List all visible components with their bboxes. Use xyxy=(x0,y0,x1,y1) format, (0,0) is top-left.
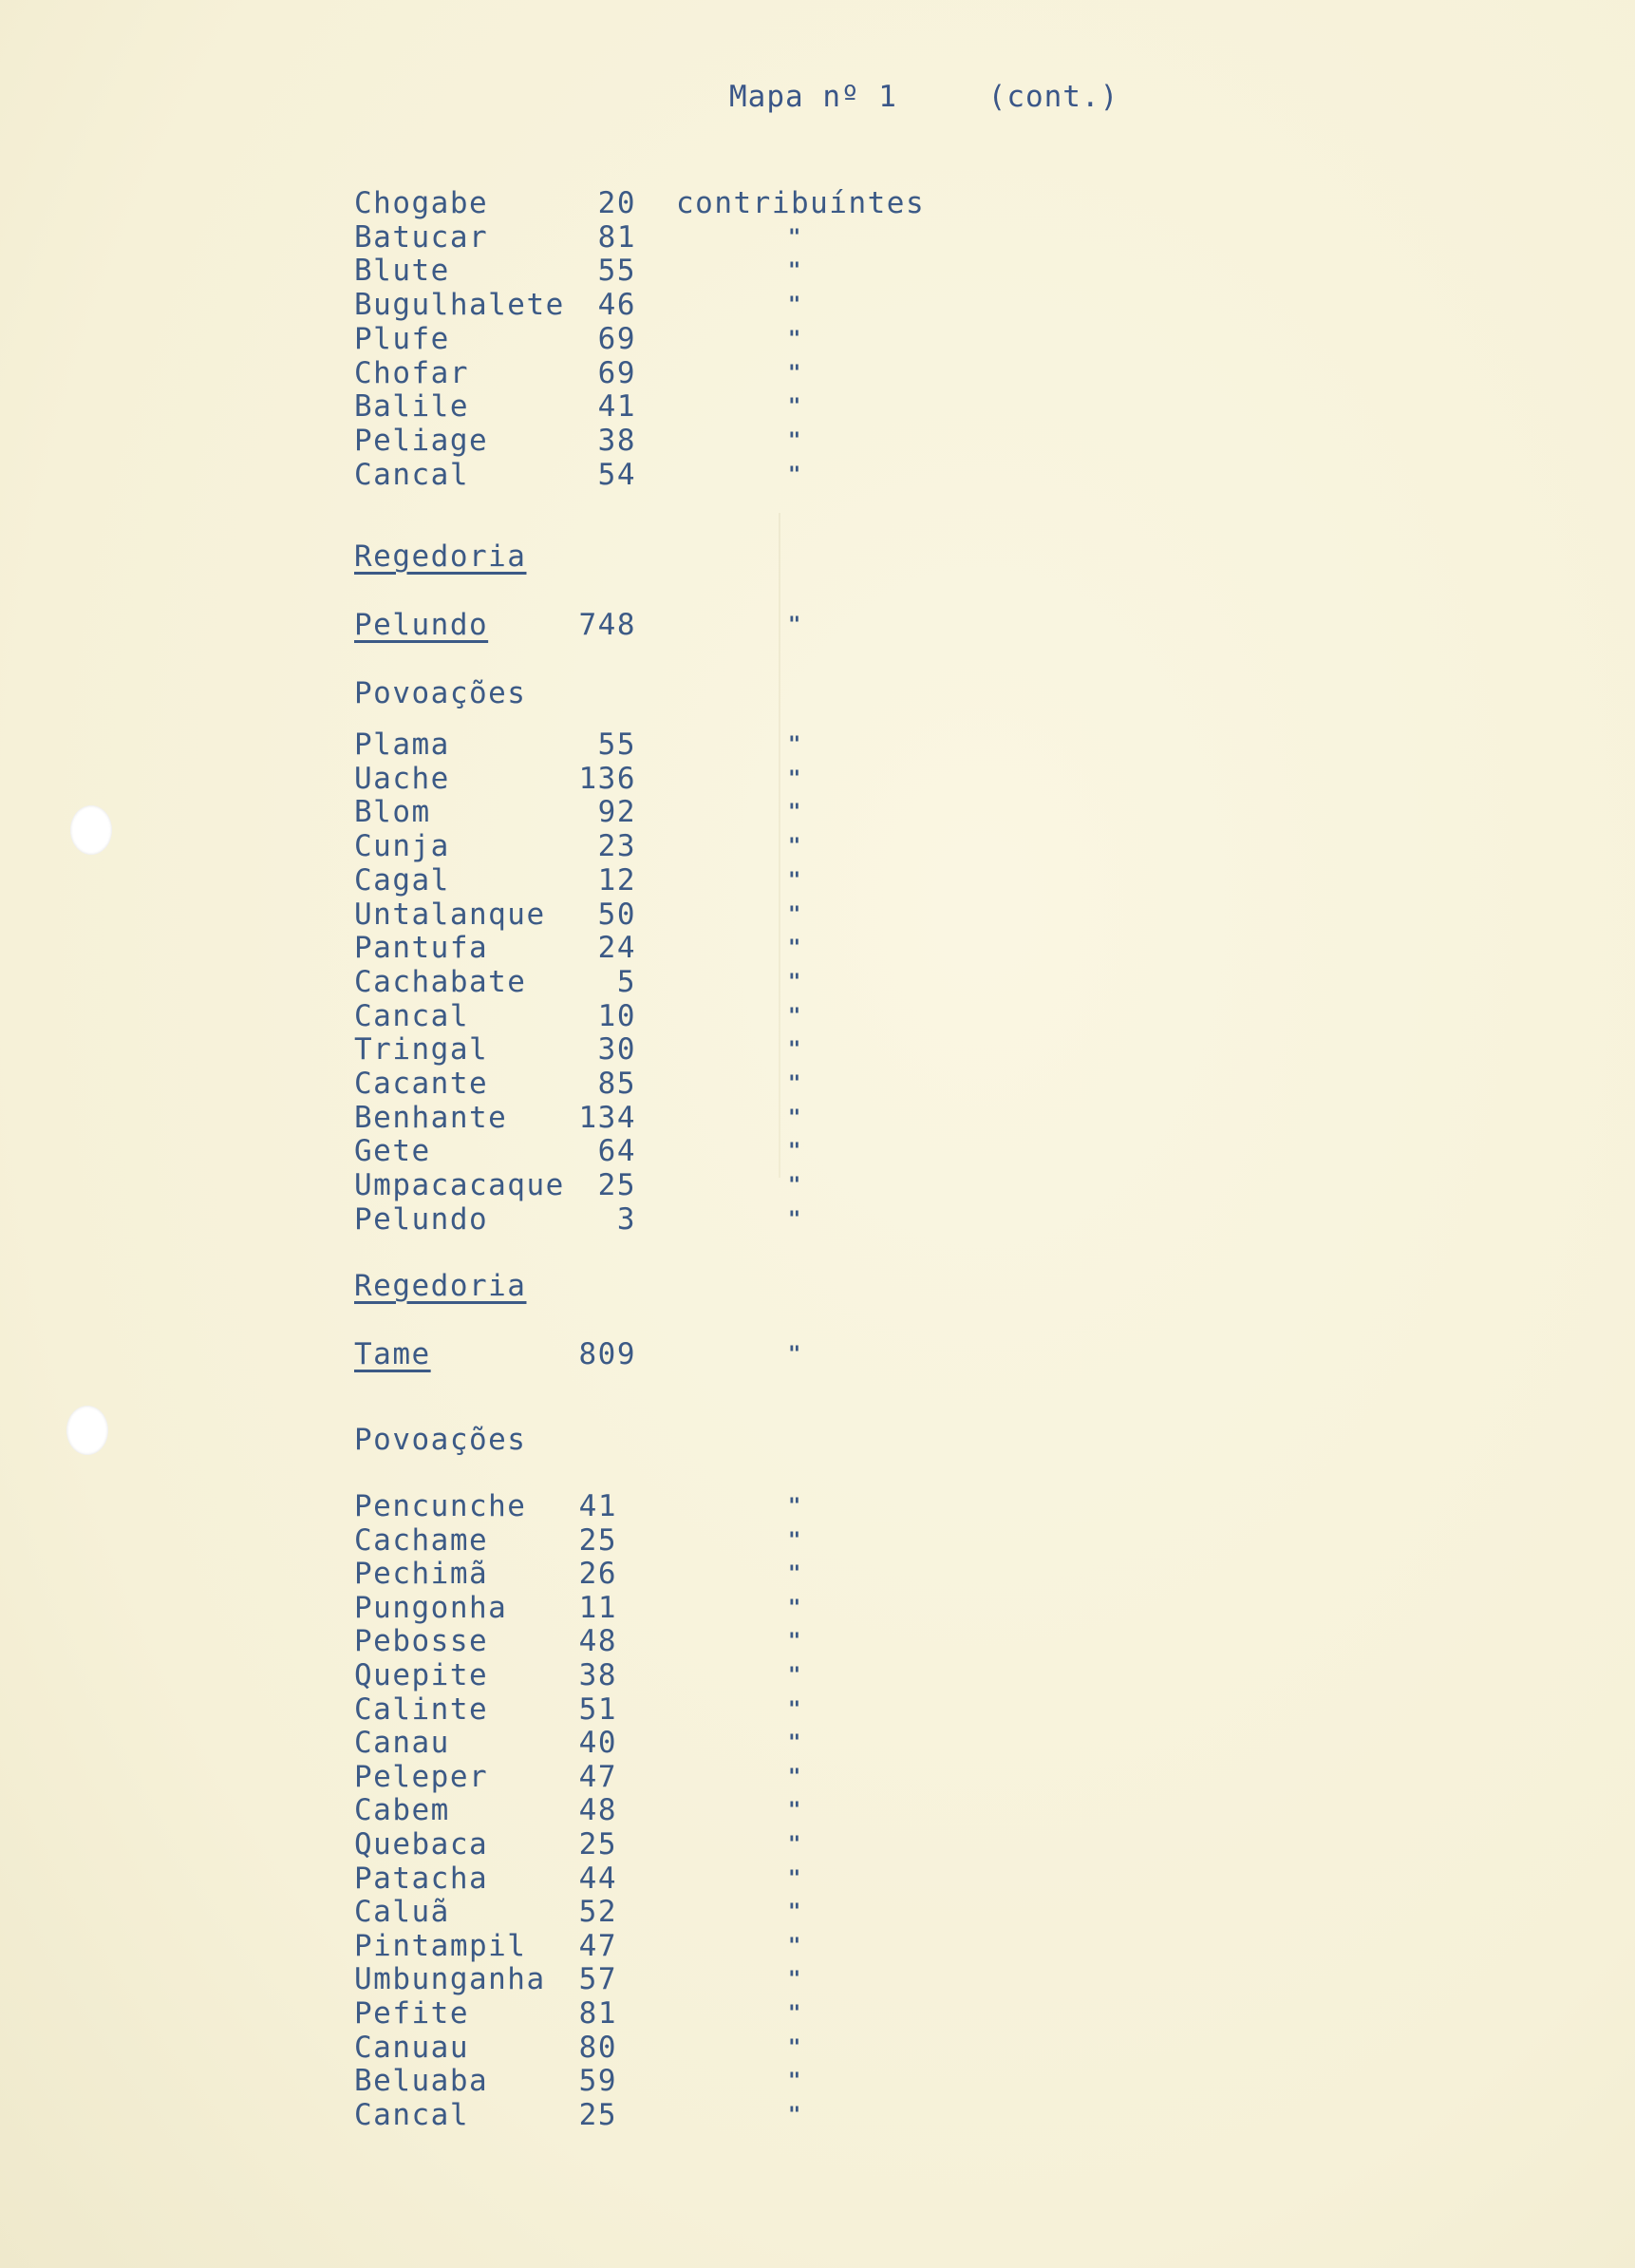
ditto-mark: " xyxy=(788,293,802,317)
ditto-mark: " xyxy=(788,2002,802,2026)
place-name: Peliage xyxy=(354,424,489,458)
contributor-count: 50 xyxy=(597,898,636,932)
contributor-count: 55 xyxy=(597,254,636,288)
povoacoes-heading: Povoações xyxy=(354,1423,527,1457)
regedoria-heading: Regedoria xyxy=(354,539,527,574)
place-name: Calinte xyxy=(354,1692,489,1727)
ditto-mark: " xyxy=(788,1731,802,1755)
contributor-count: 3 xyxy=(616,1202,636,1237)
ditto-mark: " xyxy=(788,1935,802,1958)
contributor-count: 41 xyxy=(578,1489,617,1523)
place-name: Patacha xyxy=(354,1862,489,1896)
contributor-count: 23 xyxy=(597,829,636,863)
ditto-mark: " xyxy=(788,733,802,757)
povoacoes-heading: Povoações xyxy=(354,676,527,710)
contributor-count: 48 xyxy=(578,1624,617,1658)
punch-hole xyxy=(70,805,112,855)
contributor-count: 48 xyxy=(578,1793,617,1827)
ditto-mark: " xyxy=(788,1495,802,1519)
ditto-mark: " xyxy=(788,869,802,893)
place-name: Cancal xyxy=(354,2098,469,2132)
ditto-mark: " xyxy=(788,429,802,453)
place-name: Cancal xyxy=(354,458,469,492)
contributor-count: 92 xyxy=(597,795,636,829)
regedoria-total: 809 xyxy=(578,1337,636,1371)
contributor-count: 38 xyxy=(578,1658,617,1692)
ditto-mark: " xyxy=(788,801,802,824)
place-name: Pungonha xyxy=(354,1591,508,1625)
ditto-mark: " xyxy=(788,835,802,859)
ditto-mark: " xyxy=(788,1562,802,1586)
place-name: Uache xyxy=(354,762,450,796)
place-name: Pefite xyxy=(354,1996,469,2031)
contributor-count: 24 xyxy=(597,931,636,965)
ditto-mark: " xyxy=(788,1766,802,1789)
ditto-mark: " xyxy=(788,395,802,419)
place-name: Quebaca xyxy=(354,1827,489,1862)
contributor-count: 136 xyxy=(578,762,636,796)
contributor-count: 12 xyxy=(597,863,636,898)
ditto-mark: " xyxy=(788,1698,802,1722)
contributor-count: 25 xyxy=(578,1523,617,1558)
place-name: Gete xyxy=(354,1134,431,1168)
place-name: Pencunche xyxy=(354,1489,527,1523)
contributor-count: 46 xyxy=(597,288,636,322)
ditto-mark: " xyxy=(788,2104,802,2127)
place-name: Bugulhalete xyxy=(354,288,565,322)
place-name: Cancal xyxy=(354,999,469,1033)
ditto-mark: " xyxy=(788,1664,802,1688)
regedoria-heading: Regedoria xyxy=(354,1269,527,1303)
contributor-count: 54 xyxy=(597,458,636,492)
contributor-count: 81 xyxy=(578,1996,617,2031)
ditto-mark: " xyxy=(788,226,802,250)
ditto-mark: " xyxy=(788,1833,802,1857)
contributor-count: 59 xyxy=(578,2064,617,2098)
contributor-count: 38 xyxy=(597,424,636,458)
contributor-count: 25 xyxy=(578,1827,617,1862)
place-name: Batucar xyxy=(354,220,489,255)
contributor-count: 81 xyxy=(597,220,636,255)
place-name: Benhante xyxy=(354,1101,508,1135)
ditto-mark: " xyxy=(788,362,802,386)
ditto-mark: " xyxy=(788,1867,802,1891)
contributor-count: 20 xyxy=(597,186,636,220)
place-name: Cagal xyxy=(354,863,450,898)
place-name: Plufe xyxy=(354,322,450,356)
contributor-count: 47 xyxy=(578,1929,617,1963)
ditto-mark: " xyxy=(788,1597,802,1620)
ditto-mark: " xyxy=(788,1900,802,1924)
continuation-note: (cont.) xyxy=(987,80,1119,114)
place-name: Balile xyxy=(354,389,469,424)
ditto-mark: " xyxy=(788,767,802,791)
contributor-count: 10 xyxy=(597,999,636,1033)
ditto-mark: " xyxy=(788,2036,802,2060)
place-name: Beluaba xyxy=(354,2064,489,2098)
contributor-count: 69 xyxy=(597,322,636,356)
ditto-mark: " xyxy=(788,971,802,994)
place-name: Untalanque xyxy=(354,898,546,932)
contributor-count: 64 xyxy=(597,1134,636,1168)
place-name: Umbunganha xyxy=(354,1962,546,1996)
ditto-mark: " xyxy=(788,614,802,637)
place-name: Canuau xyxy=(354,2031,469,2065)
place-name: Pebosse xyxy=(354,1624,489,1658)
ditto-mark: " xyxy=(788,1038,802,1062)
place-name: Pechimã xyxy=(354,1557,489,1591)
contributor-count: 80 xyxy=(578,2031,617,2065)
ditto-mark: " xyxy=(788,1174,802,1198)
ditto-mark: " xyxy=(788,1799,802,1823)
ditto-mark: " xyxy=(788,1343,802,1367)
ditto-mark: " xyxy=(788,903,802,927)
contributor-count: 11 xyxy=(578,1591,617,1625)
ditto-mark: " xyxy=(788,463,802,487)
contributor-count: 5 xyxy=(616,965,636,999)
place-name: Plama xyxy=(354,728,450,762)
regedoria-name: Tame xyxy=(354,1337,431,1371)
contributor-count: 25 xyxy=(578,2098,617,2132)
ditto-mark: " xyxy=(788,1968,802,1992)
contributor-count: 41 xyxy=(597,389,636,424)
contributor-count: 52 xyxy=(578,1895,617,1929)
place-name: Cacante xyxy=(354,1067,489,1101)
contributor-count: 85 xyxy=(597,1067,636,1101)
regedoria-total: 748 xyxy=(578,608,636,642)
place-name: Cachame xyxy=(354,1523,489,1558)
paper-fold-line xyxy=(779,513,780,1178)
place-name: Cabem xyxy=(354,1793,450,1827)
place-name: Umpacacaque xyxy=(354,1168,565,1202)
map-title: Mapa nº 1 xyxy=(729,80,897,114)
contributor-count: 40 xyxy=(578,1726,617,1760)
place-name: Cunja xyxy=(354,829,450,863)
contributor-count: 51 xyxy=(578,1692,617,1727)
unit-label: contribuíntes xyxy=(676,186,926,220)
contributor-count: 25 xyxy=(597,1168,636,1202)
regedoria-name: Pelundo xyxy=(354,608,489,642)
place-name: Pintampil xyxy=(354,1929,527,1963)
ditto-mark: " xyxy=(788,1106,802,1130)
place-name: Pantufa xyxy=(354,931,489,965)
contributor-count: 30 xyxy=(597,1032,636,1067)
contributor-count: 44 xyxy=(578,1862,617,1896)
ditto-mark: " xyxy=(788,1529,802,1553)
place-name: Blute xyxy=(354,254,450,288)
ditto-mark: " xyxy=(788,936,802,960)
ditto-mark: " xyxy=(788,1072,802,1096)
place-name: Cachabate xyxy=(354,965,527,999)
place-name: Peleper xyxy=(354,1760,489,1794)
page-header xyxy=(729,80,1118,114)
place-name: Tringal xyxy=(354,1032,489,1067)
ditto-mark: " xyxy=(788,1208,802,1232)
punch-hole xyxy=(66,1406,108,1455)
ditto-mark: " xyxy=(788,1630,802,1654)
ditto-mark: " xyxy=(788,259,802,283)
place-name: Canau xyxy=(354,1726,450,1760)
place-name: Quepite xyxy=(354,1658,489,1692)
ditto-mark: " xyxy=(788,1140,802,1163)
place-name: Pelundo xyxy=(354,1202,489,1237)
contributor-count: 134 xyxy=(578,1101,636,1135)
contributor-count: 26 xyxy=(578,1557,617,1591)
place-name: Caluã xyxy=(354,1895,450,1929)
ditto-mark: " xyxy=(788,2070,802,2093)
ditto-mark: " xyxy=(788,328,802,351)
contributor-count: 69 xyxy=(597,356,636,390)
contributor-count: 47 xyxy=(578,1760,617,1794)
place-name: Chofar xyxy=(354,356,469,390)
contributor-count: 57 xyxy=(578,1962,617,1996)
place-name: Blom xyxy=(354,795,431,829)
place-name: Chogabe xyxy=(354,186,489,220)
contributor-count: 55 xyxy=(597,728,636,762)
ditto-mark: " xyxy=(788,1005,802,1029)
